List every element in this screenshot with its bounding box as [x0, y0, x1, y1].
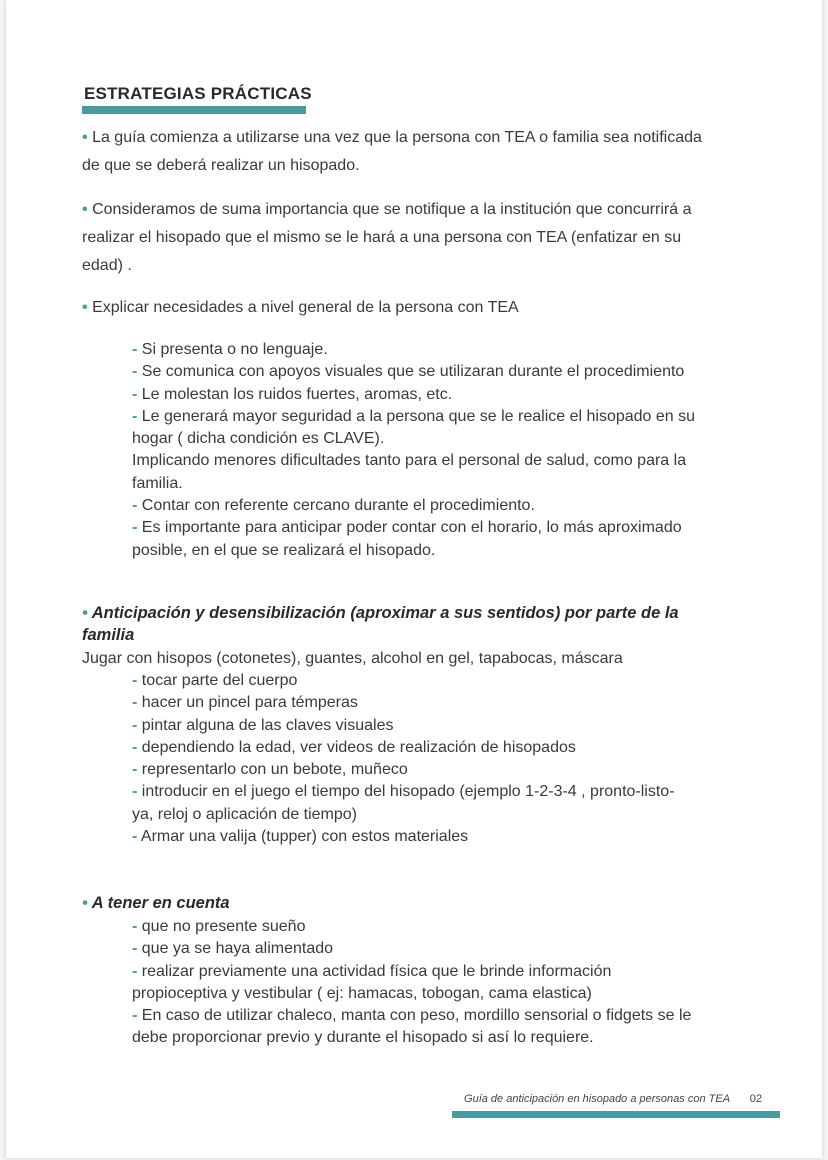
dash-icon: - — [132, 363, 138, 381]
list-item: - dependiendo la edad, ver videos de realización de hisopados — [132, 738, 576, 756]
list-item: - Armar una valija (tupper) con estos materiales — [132, 828, 469, 846]
dash-icon: - — [132, 918, 138, 935]
list-item: - Se comunica con apoyos visuales que se utilizaran durante el procedimiento — [132, 363, 685, 381]
paragraph-2-line-1: Consideramos de suma importancia que se notifique a la institución que concurrirá a — [92, 201, 692, 218]
list-item: - realizar previamente una actividad física que le brinde información — [132, 962, 612, 980]
dash-icon: - — [132, 828, 138, 846]
list-item-continuation: debe proporcionar previo y durante el hisopado si así lo requiere. — [132, 1029, 594, 1047]
list-item-continuation: Implicando menores dificultades tanto para el personal de salud, como para la — [132, 452, 687, 470]
list-item: - representarlo con un bebote, muñeco — [132, 761, 408, 779]
list-item-continuation: posible, en el que se realizará el hisopado. — [132, 541, 436, 559]
bullet-icon: • — [82, 201, 88, 218]
paragraph-1 — [82, 124, 702, 180]
footer-title: Guía de anticipación en hisopado a personas con TEA — [464, 1093, 730, 1105]
paragraph-2 — [82, 196, 692, 280]
dash-icon: - — [132, 962, 138, 980]
section-2-intro: Jugar con hisopos (cotonetes), guantes, alcohol en gel, tapabocas, máscara — [82, 650, 623, 667]
dash-icon: - — [132, 341, 138, 358]
bullet-icon: • — [82, 129, 88, 146]
dash-icon: - — [132, 497, 138, 515]
list-item: - Contar con referente cercano durante el procedimiento. — [132, 497, 535, 515]
considerations-list — [132, 916, 691, 1050]
list-item: - tocar parte del cuerpo — [132, 672, 298, 689]
list-item: - Si presenta o no lenguaje. — [132, 341, 328, 358]
list-item: - Le molestan los ruidos fuertes, aromas, etc. — [132, 385, 453, 403]
dash-icon: - — [132, 407, 138, 425]
dash-icon: - — [132, 940, 138, 958]
page-number: 02 — [749, 1093, 762, 1105]
dash-icon: - — [132, 694, 138, 712]
footer-bar — [452, 1111, 780, 1118]
dash-icon: - — [132, 761, 138, 779]
list-item-continuation: hogar ( dicha condición es CLAVE). — [132, 430, 385, 448]
list-item-continuation: ya, reloj o aplicación de tiempo) — [132, 805, 358, 823]
list-item: - En caso de utilizar chaleco, manta con peso, mordillo sensorial o fidgets se le — [132, 1007, 692, 1025]
heading-underline — [82, 106, 306, 114]
bullet-icon: • — [82, 894, 88, 912]
section-3-title: • A tener en cuenta — [82, 894, 230, 912]
list-item-continuation: familia. — [132, 474, 183, 492]
bullet-icon: • — [82, 299, 88, 316]
page-heading: ESTRATEGIAS PRÁCTICAS — [84, 84, 312, 103]
dash-icon: - — [132, 519, 138, 537]
needs-list — [132, 339, 695, 562]
list-item: - Es importante para anticipar poder contar con el horario, lo más aproximado — [132, 519, 682, 537]
list-item: - pintar alguna de las claves visuales — [132, 716, 394, 734]
paragraph-3-line-1: Explicar necesidades a nivel general de la persona con TEA — [92, 299, 519, 316]
paragraph-2-line-3: edad) . — [82, 257, 132, 274]
paragraph-1-line-2: de que se deberá realizar un hisopado. — [82, 157, 360, 174]
dash-icon: - — [132, 738, 138, 756]
page-footer — [464, 1093, 762, 1105]
dash-icon: - — [132, 672, 138, 689]
dash-icon: - — [132, 783, 138, 801]
paragraph-3 — [82, 294, 519, 322]
dash-icon: - — [132, 385, 138, 403]
document-page — [6, 0, 822, 1158]
list-item-continuation: propioceptiva y vestibular ( ej: hamacas, tobogan, cama elastica) — [132, 984, 592, 1002]
list-item: - hacer un pincel para témperas — [132, 694, 358, 712]
anticipation-list — [132, 670, 675, 848]
list-item: - que ya se haya alimentado — [132, 940, 334, 958]
dash-icon: - — [132, 1007, 138, 1025]
list-item: - Le generará mayor seguridad a la persona que se le realice el hisopado en su — [132, 407, 696, 425]
bullet-icon: • — [82, 604, 88, 622]
list-item: - introducir en el juego el tiempo del hisopado (ejemplo 1-2-3-4 , pronto-listo- — [132, 783, 675, 801]
dash-icon: - — [132, 716, 138, 734]
paragraph-2-line-2: realizar el hisopado que el mismo se le hará a una persona con TEA (enfatizar en su — [82, 229, 682, 246]
paragraph-1-line-1: La guía comienza a utilizarse una vez que la persona con TEA o familia sea notificada — [92, 129, 702, 146]
section-2-title: • Anticipación y desensibilización (aproximar a sus sentidos) por parte de la familia — [82, 604, 679, 644]
list-item: - que no presente sueño — [132, 918, 306, 935]
